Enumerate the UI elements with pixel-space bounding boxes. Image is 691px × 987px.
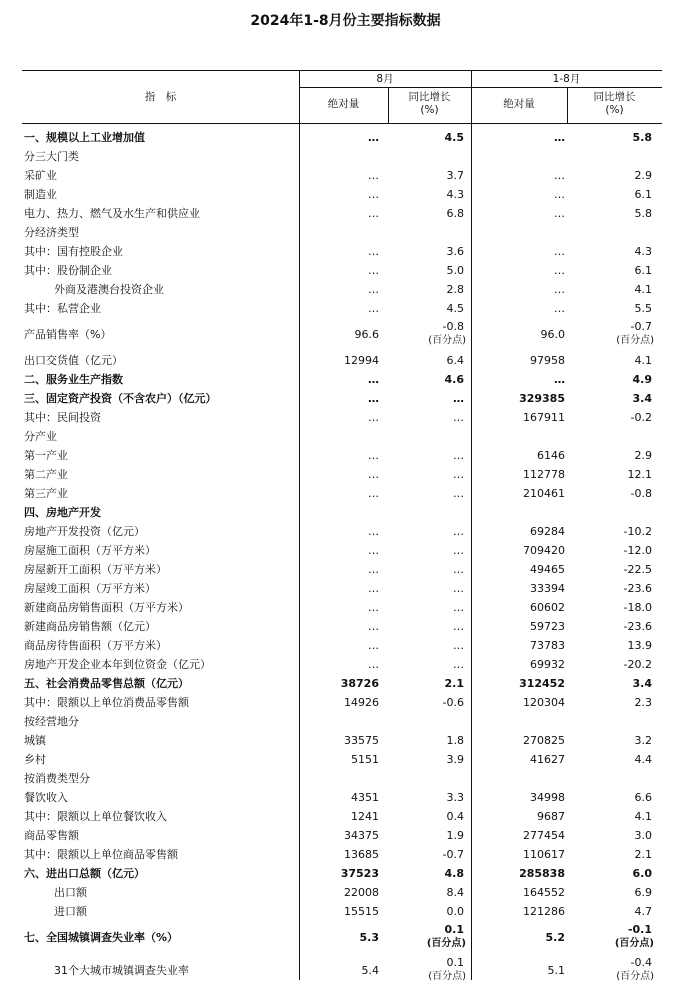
cell-c3: 59723 [530, 619, 565, 633]
cell-c4: 2.1 [634, 847, 652, 861]
row-label: 商品房待售面积（万平方米） [24, 638, 167, 652]
cell-c2: … [453, 562, 464, 576]
cell-c2: 3.6 [446, 244, 464, 258]
table-row [22, 598, 662, 617]
cell-c2: 0.1 [446, 956, 464, 969]
row-label: 四、房地产开发 [24, 505, 101, 519]
header-divider [299, 87, 662, 88]
row-label: 分三大门类 [24, 149, 79, 163]
cell-c4: 6.9 [634, 885, 652, 899]
table-row [22, 242, 662, 261]
cell-c4: 5.8 [632, 130, 652, 144]
cell-c1: 1241 [351, 809, 379, 823]
table-row [22, 351, 662, 370]
table-row [22, 299, 662, 318]
cell-c1: 5.3 [359, 930, 379, 944]
cell-c2: … [453, 391, 464, 405]
cell-c3: 167911 [523, 410, 565, 424]
table-row [22, 446, 662, 465]
cell-c4: -10.2 [623, 524, 652, 538]
cell-c3: 120304 [523, 695, 565, 709]
cell-c2: 0.0 [446, 904, 464, 918]
row-label: 房屋竣工面积（万平方米） [24, 581, 156, 595]
table-row [22, 204, 662, 223]
cell-c4: 3.4 [632, 676, 652, 690]
cell-c4: 4.4 [634, 752, 652, 766]
cell-c3: 49465 [530, 562, 565, 576]
row-label: 其中：限额以上单位消费品零售额 [24, 695, 189, 709]
row-label: 二、服务业生产指数 [24, 372, 123, 386]
cell-c1: 4351 [351, 790, 379, 804]
cell-c4: 4.1 [634, 353, 652, 367]
row-label: 乡村 [24, 752, 46, 766]
table-row [22, 617, 662, 636]
cell-c4: 6.0 [632, 866, 652, 880]
cell-c3: 121286 [523, 904, 565, 918]
cell-c3: 112778 [523, 467, 565, 481]
cell-c4: 5.8 [634, 206, 652, 220]
cell-c1: … [368, 600, 379, 614]
cell-c2: 1.9 [446, 828, 464, 842]
cell-c2: 5.0 [446, 263, 464, 277]
row-label: 商品零售额 [24, 828, 79, 842]
row-label: 房地产开发企业本年到位资金（亿元） [24, 657, 211, 671]
row-label: 六、进出口总额（亿元） [24, 866, 145, 880]
cell-c1: … [368, 301, 379, 315]
cell-c4: -0.4 [630, 956, 652, 969]
row-label: 一、规模以上工业增加值 [24, 130, 145, 144]
cell-c3: 5.2 [545, 930, 565, 944]
cell-c1: … [368, 657, 379, 671]
table-row [22, 223, 662, 242]
cell-c3: 164552 [523, 885, 565, 899]
cell-c1: 96.6 [354, 327, 379, 341]
cell-c3: 285838 [519, 866, 565, 880]
header-bottom-rule [22, 123, 662, 124]
row-label: 城镇 [24, 733, 46, 747]
cell-c4: 6.1 [634, 187, 652, 201]
cell-c3: … [554, 263, 565, 277]
cell-c3: … [554, 168, 565, 182]
table-row [22, 484, 662, 503]
cell-c3: 6146 [537, 448, 565, 462]
cell-c1: … [368, 524, 379, 538]
cell-c3: 69932 [530, 657, 565, 671]
cell-c1: 13685 [344, 847, 379, 861]
cell-c2: … [453, 619, 464, 633]
cell-unit-note: (百分点) [428, 335, 466, 346]
cell-unit-note: (百分点) [616, 971, 654, 982]
row-label: 第一产业 [24, 448, 68, 462]
row-label: 第三产业 [24, 486, 68, 500]
table-row [22, 636, 662, 655]
cell-c1: 14926 [344, 695, 379, 709]
table-row [22, 750, 662, 769]
row-label: 按消费类型分 [24, 771, 90, 785]
cell-c1: 22008 [344, 885, 379, 899]
table-row [22, 788, 662, 807]
cell-c4: -23.6 [623, 581, 652, 595]
row-label: 五、社会消费品零售总额（亿元） [24, 676, 189, 690]
cell-c3: 33394 [530, 581, 565, 595]
row-label: 新建商品房销售额（亿元） [24, 619, 156, 633]
cell-c2: -0.7 [442, 847, 464, 861]
cell-c4: -18.0 [623, 600, 652, 614]
row-label: 其中：私营企业 [24, 301, 101, 315]
row-label: 制造业 [24, 187, 57, 201]
cell-c3: 329385 [519, 391, 565, 405]
row-label: 分产业 [24, 429, 57, 443]
cell-c4: 12.1 [627, 467, 652, 481]
cell-unit-note: (百分点) [614, 938, 654, 949]
indicator-header: 指 标 [144, 91, 177, 103]
cell-c1: 15515 [344, 904, 379, 918]
cell-c1: … [368, 244, 379, 258]
table-row [22, 465, 662, 484]
cell-c2: 4.8 [444, 866, 464, 880]
cell-c2: 1.8 [446, 733, 464, 747]
table-row [22, 921, 662, 954]
cell-c1: … [368, 282, 379, 296]
cell-c2: -0.6 [442, 695, 464, 709]
cell-c1: 34375 [344, 828, 379, 842]
table-row [22, 166, 662, 185]
table-row [22, 522, 662, 541]
row-label: 其中：限额以上单位餐饮收入 [24, 809, 167, 823]
cell-c1: … [368, 448, 379, 462]
cell-c2: 4.5 [444, 130, 464, 144]
cell-c1: … [368, 410, 379, 424]
cell-c3: 5.1 [547, 963, 565, 977]
table-row [22, 712, 662, 731]
cell-c1: 5.4 [361, 963, 379, 977]
cell-c1: … [368, 467, 379, 481]
cell-c3: 34998 [530, 790, 565, 804]
cell-c2: 2.8 [446, 282, 464, 296]
row-label: 房地产开发投资（亿元） [24, 524, 145, 538]
cell-c2: … [453, 410, 464, 424]
cell-c3: 97958 [530, 353, 565, 367]
cell-c3: 41627 [530, 752, 565, 766]
cell-c2: 3.7 [446, 168, 464, 182]
cell-c4: 3.2 [634, 733, 652, 747]
cell-c2: … [453, 543, 464, 557]
cell-c4: -20.2 [623, 657, 652, 671]
cell-c4: 4.9 [632, 372, 652, 386]
table-row [22, 826, 662, 845]
row-label: 其中：限额以上单位商品零售额 [24, 847, 178, 861]
cell-c4: -12.0 [623, 543, 652, 557]
cell-c4: -0.8 [630, 486, 652, 500]
cell-c2: 4.5 [446, 301, 464, 315]
cell-c1: … [368, 562, 379, 576]
cell-c1: … [368, 130, 379, 144]
table-row [22, 318, 662, 351]
cell-c3: … [554, 206, 565, 220]
cell-c2: -0.8 [442, 320, 464, 333]
indicator-table [22, 70, 662, 980]
cell-c2: … [453, 657, 464, 671]
cell-c3: 96.0 [540, 327, 565, 341]
cell-c1: … [368, 486, 379, 500]
cell-c3: 60602 [530, 600, 565, 614]
cell-c4: -22.5 [623, 562, 652, 576]
cell-c2: … [453, 638, 464, 652]
cell-c2: … [453, 467, 464, 481]
row-label: 第二产业 [24, 467, 68, 481]
cell-c3: 69284 [530, 524, 565, 538]
table-row [22, 503, 662, 522]
cell-c2: 4.6 [444, 372, 464, 386]
yoy-header: 同比增长 (%) [408, 91, 451, 116]
cell-c4: 2.9 [634, 168, 652, 182]
row-label: 出口额 [54, 885, 87, 899]
row-label: 其中：股份制企业 [24, 263, 112, 277]
cell-c3: … [554, 372, 565, 386]
cell-c1: 12994 [344, 353, 379, 367]
cell-c3: … [554, 301, 565, 315]
cell-c3: 210461 [523, 486, 565, 500]
cell-c3: … [554, 130, 565, 144]
row-label: 其中：民间投资 [24, 410, 101, 424]
row-label: 新建商品房销售面积（万平方米） [24, 600, 189, 614]
cell-c3: 277454 [523, 828, 565, 842]
cell-c2: … [453, 486, 464, 500]
table-row [22, 883, 662, 902]
cell-c4: 2.3 [634, 695, 652, 709]
cell-c3: 270825 [523, 733, 565, 747]
row-label: 房屋施工面积（万平方米） [24, 543, 156, 557]
cell-unit-note: (百分点) [426, 938, 466, 949]
row-label: 采矿业 [24, 168, 57, 182]
cell-c4: 4.7 [634, 904, 652, 918]
table-row [22, 560, 662, 579]
cell-c3: … [554, 187, 565, 201]
cell-c1: … [368, 263, 379, 277]
table-row [22, 807, 662, 826]
cell-c4: 3.4 [632, 391, 652, 405]
cell-c2: … [453, 524, 464, 538]
cell-c2: 0.4 [446, 809, 464, 823]
cell-c3: 9687 [537, 809, 565, 823]
cell-c3: … [554, 282, 565, 296]
table-row [22, 128, 662, 147]
abs-header: 绝对量 [503, 98, 535, 110]
row-label: 按经营地分 [24, 714, 79, 728]
yoy-header: 同比增长 (%) [593, 91, 636, 116]
cell-c1: … [368, 391, 379, 405]
table-row [22, 280, 662, 299]
cell-c1: … [368, 372, 379, 386]
cell-c4: -0.7 [630, 320, 652, 333]
cell-c4: 6.6 [634, 790, 652, 804]
table-row [22, 655, 662, 674]
row-label: 房屋新开工面积（万平方米） [24, 562, 167, 576]
cell-unit-note: (百分点) [616, 335, 654, 346]
cell-c2: … [453, 581, 464, 595]
cell-c2: 6.8 [446, 206, 464, 220]
table-row [22, 731, 662, 750]
table-row [22, 370, 662, 389]
cell-c2: 3.3 [446, 790, 464, 804]
cell-c4: -23.6 [623, 619, 652, 633]
row-label: 餐饮收入 [24, 790, 68, 804]
period-8-header: 8月 [376, 73, 394, 85]
row-label: 进口额 [54, 904, 87, 918]
cell-c3: 110617 [523, 847, 565, 861]
cell-c2: 4.3 [446, 187, 464, 201]
row-label: 出口交货值（亿元） [24, 353, 123, 367]
cell-unit-note: (百分点) [428, 971, 466, 982]
table-row [22, 408, 662, 427]
table-row [22, 579, 662, 598]
table-row [22, 147, 662, 166]
cell-c1: 38726 [340, 676, 379, 690]
cell-c2: … [453, 448, 464, 462]
cell-c4: 4.1 [634, 809, 652, 823]
cell-c2: 2.1 [444, 676, 464, 690]
table-row [22, 769, 662, 788]
table-row [22, 185, 662, 204]
table-row [22, 693, 662, 712]
cell-c1: 5151 [351, 752, 379, 766]
cell-c4: 4.1 [634, 282, 652, 296]
table-row [22, 541, 662, 560]
cell-c1: 37523 [340, 866, 379, 880]
row-label: 电力、热力、燃气及水生产和供应业 [24, 206, 200, 220]
period-1-8-header: 1-8月 [552, 73, 581, 85]
cell-c3: … [554, 244, 565, 258]
cell-c4: 3.0 [634, 828, 652, 842]
table-row [22, 674, 662, 693]
cell-c1: … [368, 543, 379, 557]
cell-c1: … [368, 168, 379, 182]
abs-header: 绝对量 [327, 98, 360, 110]
cell-c3: 709420 [523, 543, 565, 557]
cell-c1: … [368, 619, 379, 633]
cell-c4: 4.3 [634, 244, 652, 258]
table-row [22, 427, 662, 446]
cell-c4: 6.1 [634, 263, 652, 277]
cell-c4: 2.9 [634, 448, 652, 462]
cell-c2: 0.1 [444, 923, 464, 936]
cell-c2: 3.9 [446, 752, 464, 766]
cell-c2: … [453, 600, 464, 614]
table-row [22, 845, 662, 864]
cell-c1: … [368, 581, 379, 595]
table-row [22, 954, 662, 987]
table-row [22, 864, 662, 883]
cell-c4: -0.1 [627, 923, 652, 936]
cell-c2: 6.4 [446, 353, 464, 367]
cell-c1: … [368, 187, 379, 201]
cell-c1: … [368, 638, 379, 652]
row-label: 31个大城市城镇调查失业率 [54, 963, 189, 977]
cell-c4: -0.2 [630, 410, 652, 424]
row-label: 产品销售率（%） [24, 327, 112, 341]
row-label: 外商及港澳台投资企业 [54, 282, 164, 296]
cell-c3: 73783 [530, 638, 565, 652]
table-row [22, 902, 662, 921]
row-label: 分经济类型 [24, 225, 79, 239]
table-row [22, 261, 662, 280]
page-title: 2024年1-8月份主要指标数据 [250, 13, 441, 29]
cell-c4: 13.9 [627, 638, 652, 652]
row-label: 三、固定资产投资（不含农户）（亿元） [24, 391, 217, 405]
row-label: 七、全国城镇调查失业率（%） [24, 930, 179, 944]
cell-c3: 312452 [519, 676, 565, 690]
table-row [22, 389, 662, 408]
cell-c1: … [368, 206, 379, 220]
cell-c1: 33575 [344, 733, 379, 747]
cell-c4: 5.5 [634, 301, 652, 315]
cell-c2: 8.4 [446, 885, 464, 899]
row-label: 其中：国有控股企业 [24, 244, 123, 258]
